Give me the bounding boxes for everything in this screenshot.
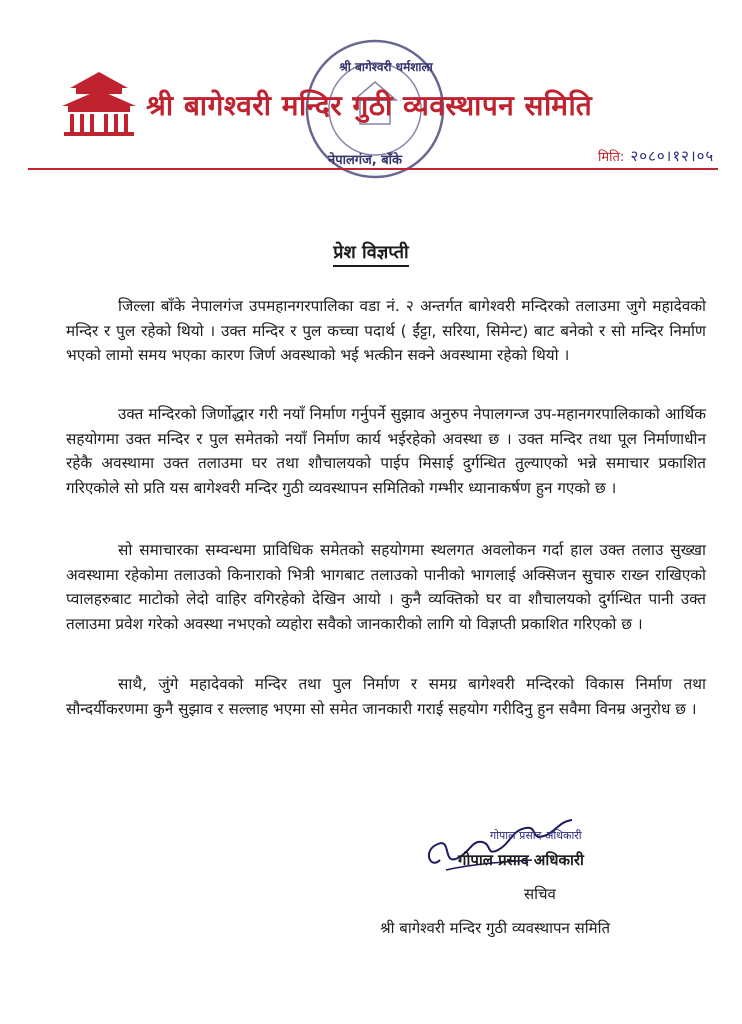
date-field	[598, 146, 714, 166]
signer-name: गोपाल प्रसाद अधिकारी	[458, 851, 584, 869]
signer-organization: श्री बागेश्वरी मन्दिर गुठी व्यवस्थापन समिति	[380, 919, 611, 937]
seal-text: श्री बागेश्वरी धर्मशाला	[339, 60, 433, 74]
organization-address: नेपालगंज, बाँके	[328, 153, 402, 168]
paragraph-3: सो समाचारका सम्वन्धमा प्राविधिक समेतको सहयोगमा स्थलगत अवलोकन गर्दा हाल उक्त तलाउ सुख्खा अवस्थामा रहेकोमा तलाउको किनाराको भित्री भागबाट तलाउको पानीको भागलाई अक्सिजन सुचारु राख्न राखिएको प्वालहरुबाट माटोको लेदो वाहिर वगिरहेको देखिन आयो । कुनै व्यक्तिको घर वा शौचालयको दुर्गन्धित पानी उक्त तलाउमा प्रवेश गरेको अवस्था नभएको व्यहोरा सवैको जानकारीको लागि यो विज्ञप्ती प्रकाशित गरिएको छ ।	[66, 541, 706, 633]
signature-stamp-text: गोपाल प्रसाद अधिकारी	[490, 829, 582, 842]
date-value: २०८०।१२।०५	[630, 147, 715, 165]
paragraph-4: साथै, जुंगे महादेवको मन्दिर तथा पुल निर्माण र समग्र बागेश्वरी मन्दिरको विकास निर्माण तथा सौन्दर्यीकरणमा कुनै सुझाव र सल्लाह भएमा सो समेत जानकारी गराई सहयोग गरीदिनु हुन सवैमा विनम्र अनुरोध छ ।	[66, 675, 706, 718]
organization-title: श्री बागेश्वरी मन्दिर गुठी व्यवस्थापन समिति	[146, 89, 593, 122]
notice-title	[0, 240, 742, 264]
paragraph-1: जिल्ला बाँके नेपालगंज उपमहानगरपालिका वडा नं. २ अन्तर्गत बागेश्वरी मन्दिरको तलाउमा जुगे महादेवको मन्दिर र पुल रहेको थियो । उक्त मन्दिर र पुल कच्चा पदार्थ ( ईंट्टा, सरिया, सिमेन्ट) बाट बनेको र सो मन्दिर निर्माण भएको लामो समय भएका कारण जिर्ण अवस्थाको भई भत्कीन सक्ने अवस्थामा रहेको थियो ।	[66, 297, 706, 364]
header-divider	[28, 168, 718, 170]
paragraph-2: उक्त मन्दिरको जिर्णोद्धार गरी नयाँ निर्माण गर्नुपर्ने सुझाव अनुरुप नेपालगन्ज उप-महानगरपालिकाको आर्थिक सहयोगमा उक्त मन्दिर र पुल समेतको नयाँ निर्माण कार्य भईरहेको अवस्था छ । उक्त मन्दिर तथा पूल निर्माणाधीन रहेकै अवस्थामा उक्त तलाउमा घर तथा शौचालयको पाईप मिसाई दुर्गन्धित तुल्याएको भन्ने समाचार प्रकाशित गरिएकोले सो प्रति यस बागेश्वरी मन्दिर गुठी व्यवस्थापन समितिको गम्भीर ध्यानाकर्षण हुन गएको छ ।	[66, 405, 706, 497]
notice-title-text: प्रेश विज्ञप्ती	[333, 242, 408, 267]
date-label: मिति:	[598, 150, 625, 165]
temple-logo-icon	[58, 70, 140, 136]
signer-title: सचिव	[524, 885, 556, 903]
